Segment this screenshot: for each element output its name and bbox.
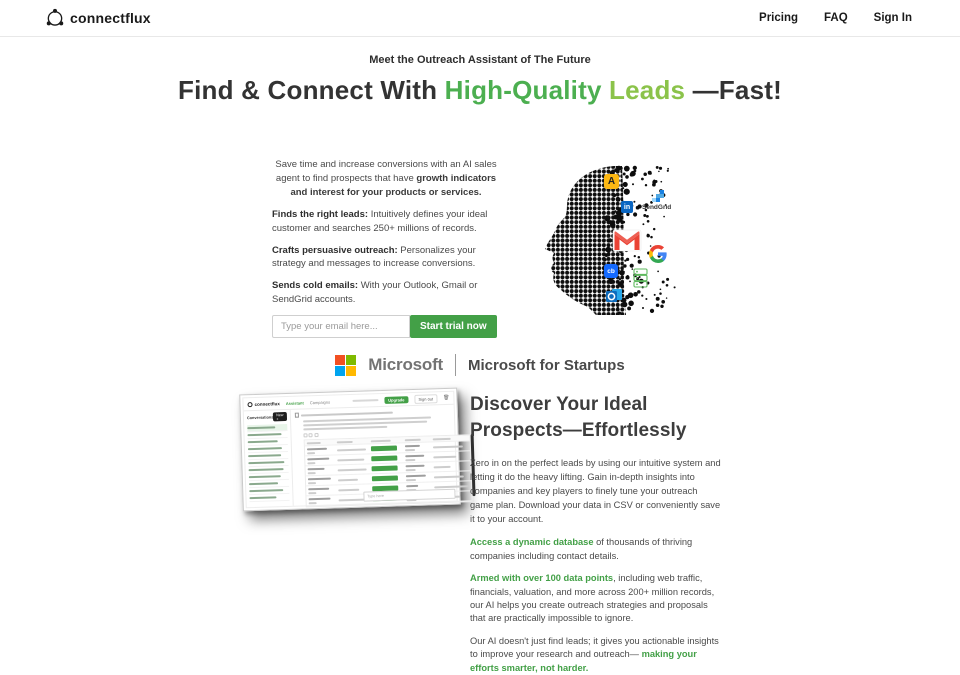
mini-action-button [371, 476, 397, 482]
database-icon [633, 268, 648, 288]
feature-list [272, 208, 500, 306]
feature-text: Intuitively defines your ideal customer and searches 250+ millions of records. [272, 209, 488, 234]
mini-app [242, 391, 457, 509]
mini-sidebar [244, 410, 294, 507]
signup-form [272, 315, 500, 338]
mini-new-button: New + [273, 412, 286, 421]
brand-name: connectflux [70, 10, 151, 26]
hero-tagline: Meet the Outreach Assistant of The Future [369, 54, 591, 66]
mini-action-button [371, 466, 397, 472]
feature-lead: Sends cold emails: [272, 280, 359, 292]
feature-text: Personalizes your strategy and messages to increase conversions. [272, 244, 476, 270]
partner-divider [455, 354, 456, 376]
feature-text: With your Outlook, Gmail or SendGrid accounts. [272, 280, 478, 305]
sendgrid-label: SendGrid [642, 204, 672, 211]
feature-crafts-outreach [272, 244, 500, 271]
discover-point-database [470, 536, 722, 563]
microsoft-for-startups-label: Microsoft for Startups [468, 356, 625, 374]
hero-title-highlight-light: Leads [601, 75, 686, 105]
ai-face-graphic [528, 160, 700, 318]
mini-meta-bar [352, 399, 378, 402]
mini-tab-campaigns: Campaigns [309, 399, 331, 405]
main-nav [759, 12, 912, 24]
email-input[interactable] [272, 315, 410, 338]
outlook-icon [606, 288, 623, 304]
brand[interactable] [45, 8, 151, 28]
mini-brand [247, 401, 279, 407]
mini-signout-button: Sign out [414, 394, 437, 404]
hero-section [0, 54, 960, 333]
point-text: , including web traffic, financials, valuation, and more across 200+ million records, our AI helps you create outreach strategies and proposals that are practically impossible to ignore. [470, 573, 715, 624]
microsoft-wordmark: Microsoft [368, 355, 443, 374]
feature-lead: Finds the right leads: [272, 209, 369, 221]
google-icon [649, 245, 667, 263]
mini-sidebar-title: Conversations [246, 414, 274, 420]
mini-trash-icon: 🗑 [442, 394, 450, 402]
linkedin-icon: in [621, 201, 633, 213]
point-text: of thousands of thriving companies including contact details. [470, 537, 693, 561]
discover-section [0, 388, 960, 673]
hero-title-highlight: High-Quality [444, 75, 602, 105]
discover-point-datapoints [470, 572, 722, 626]
point-text: Our AI doesn't just find leads; it gives you actionable insights to improve your research and outreach— [470, 635, 719, 660]
top-header [0, 0, 960, 37]
apollo-icon: A [604, 174, 619, 189]
mini-logo-icon [247, 402, 252, 407]
mini-chat-input: Type here [363, 489, 455, 502]
microsoft-logo-icon [335, 355, 356, 376]
hero-intro-bold: growth indicators and interest for your products or services. [290, 172, 497, 198]
gmail-icon [613, 230, 641, 251]
feature-sends-emails [272, 279, 500, 306]
mini-conversation-item [249, 494, 289, 502]
discover-paragraph: Zero in on the perfect leads by using our intuitive system and letting it do the heavy lifting. Gain in-depth insights into companies and key players to finely tune your outreach game plan. Download your data in CSV or conveniently save it to your account. [470, 458, 721, 525]
nav-faq[interactable]: FAQ [824, 12, 848, 24]
feature-finds-leads [272, 208, 500, 235]
point-lead: Armed with over 100 data points [470, 573, 614, 584]
app-screenshot-thumbnail[interactable] [239, 388, 461, 512]
hero-intro [272, 158, 500, 199]
discover-title: Discover Your Ideal Prospects—Effortlessly [470, 394, 687, 442]
mini-brand-name: connectflux [254, 400, 280, 407]
discover-copy-column [470, 392, 722, 675]
mini-action-button [371, 456, 397, 462]
hero-copy-column [272, 158, 500, 338]
mini-tab-assistant: Assistant [285, 399, 304, 406]
feature-lead: Crafts persuasive outreach: [272, 244, 398, 256]
hero-intro-normal: Save time and increase conversions with an AI sales agent to find prospects that have [275, 159, 497, 184]
nav-signin[interactable]: Sign In [873, 12, 912, 24]
mini-upgrade-button: Upgrade [384, 396, 408, 404]
partners-strip [0, 350, 960, 380]
sendgrid-icon [652, 190, 664, 202]
point-lead: making your efforts smarter, not harder. [470, 649, 697, 673]
discover-point-insights [470, 635, 722, 675]
crunchbase-icon: cb [604, 264, 618, 278]
mini-action-button [370, 446, 396, 452]
hero-title-pre: Find & Connect With [178, 75, 445, 105]
nav-pricing[interactable]: Pricing [759, 12, 799, 24]
connectflux-logo-icon [45, 8, 65, 28]
hero-title [0, 75, 960, 106]
start-trial-button[interactable]: Start trial now [410, 315, 497, 338]
point-lead: Access a dynamic database [470, 537, 594, 548]
hero-title-post: —Fast! [685, 75, 782, 105]
mini-main-panel [290, 404, 476, 506]
